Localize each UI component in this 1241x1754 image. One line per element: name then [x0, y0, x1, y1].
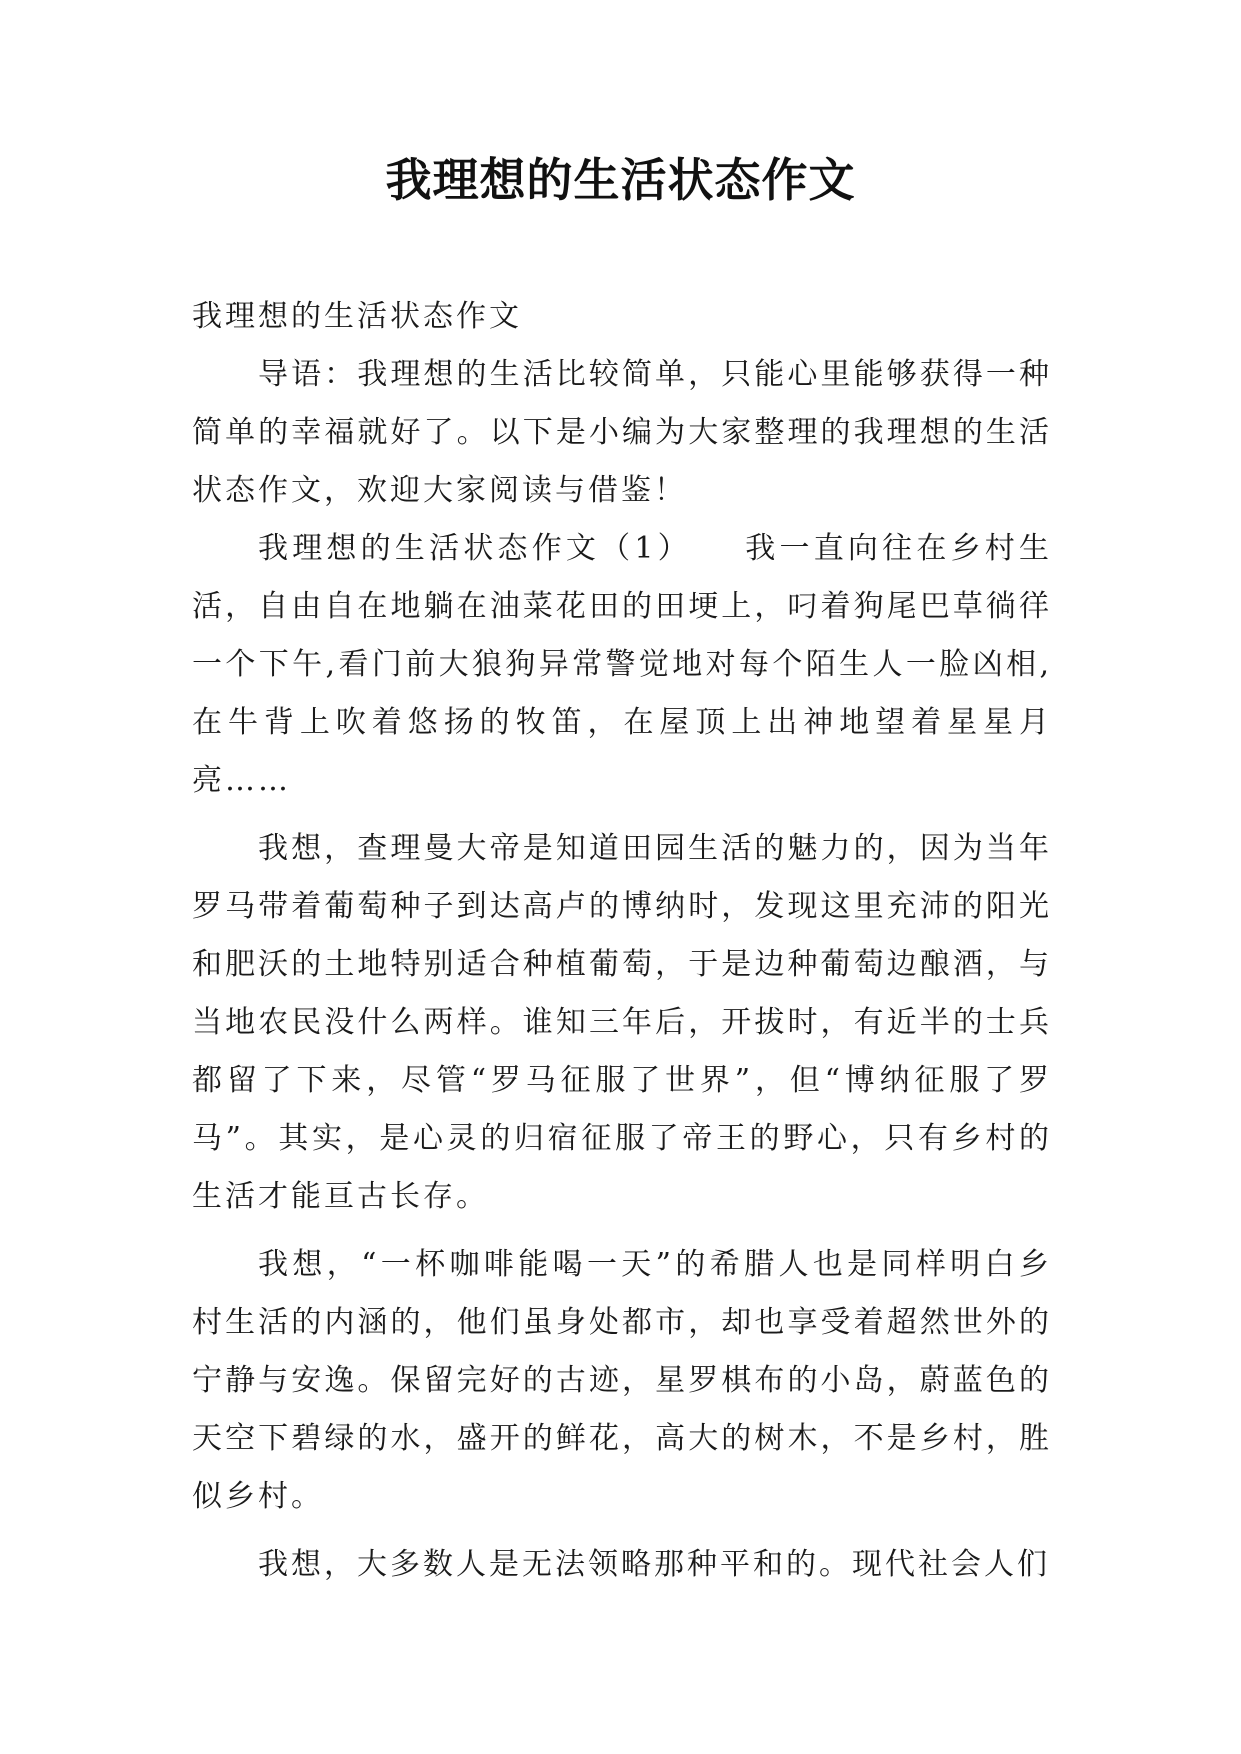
- essay-paragraph-1: 我理想的生活状态作文（1） 我一直向往在乡村生活，自由自在地躺在油菜花田的田埂上，叼着狗尾巴草徜徉一个下午,看门前大狼狗异常警觉地对每个陌生人一脸凶相,在牛背上吹着悠扬的牧笛，在屋顶上出神地望着星星月亮……: [192, 531, 1052, 798]
- subtitle-paragraph: 我理想的生活状态作文: [192, 299, 522, 334]
- document-title: 我理想的生活状态作文: [385, 153, 856, 207]
- essay-paragraph-2: 我想，查理曼大帝是知道田园生活的魅力的，因为当年罗马带着葡萄种子到达高卢的博纳时，发现这里充沛的阳光和肥沃的土地特别适合种植葡萄，于是边种葡萄边酿酒，与当地农民没什么两样。谁知三年后，开拔时，有近半的士兵都留了下来，尽管“罗马征服了世界”，但“博纳征服了罗马”。其实，是心灵的归宿征服了帝王的野心，只有乡村的生活才能亘古长存。: [192, 831, 1052, 1214]
- essay-paragraph-3: 我想，“一杯咖啡能喝一天”的希腊人也是同样明白乡村生活的内涵的，他们虽身处都市，却也享受着超然世外的宁静与安逸。保留完好的古迹，星罗棋布的小岛，蔚蓝色的天空下碧绿的水，盛开的鲜花，高大的树木，不是乡村，胜似乡村。: [192, 1247, 1052, 1514]
- intro-paragraph: 导语：我理想的生活比较简单，只能心里能够获得一种简单的幸福就好了。以下是小编为大家整理的我理想的生活状态作文，欢迎大家阅读与借鉴！: [192, 357, 1052, 508]
- document-body: [192, 288, 1052, 1594]
- essay-paragraph-4: 我想，大多数人是无法领略那种平和的。现代社会人们: [258, 1547, 1050, 1582]
